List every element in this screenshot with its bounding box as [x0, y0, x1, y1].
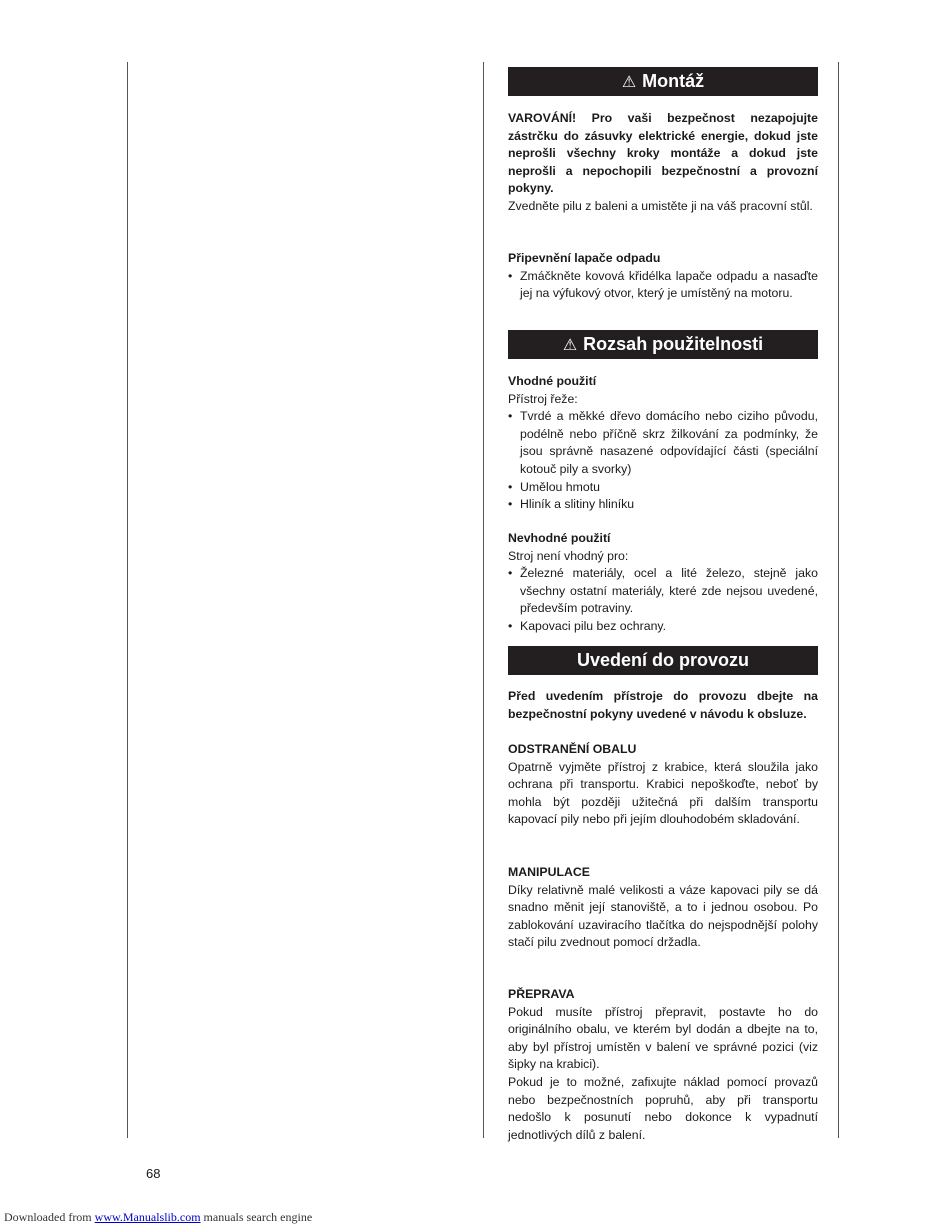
section-title-montaz: Montáž — [642, 71, 705, 91]
waste-catcher-block — [508, 250, 818, 303]
transport-heading: PŘEPRAVA — [508, 987, 575, 1001]
waste-catcher-list — [508, 268, 818, 303]
handling-heading: MANIPULACE — [508, 865, 590, 879]
footer-suffix: manuals search engine — [203, 1210, 313, 1224]
warning-triangle-icon: ⚠ — [621, 73, 637, 91]
left-column-rule — [127, 62, 128, 1138]
suitable-use-heading: Vhodné použití — [508, 374, 597, 388]
right-column-rule — [838, 62, 839, 1138]
warning-triangle-icon: ⚠ — [562, 336, 578, 354]
startup-intro: Před uvedením přístroje do provozu dbejte na bezpečnostní pokyny uvedené v návodu k obsluze. — [508, 689, 818, 721]
manualslib-link[interactable]: www.Manualslib.com — [94, 1210, 201, 1224]
suitable-use-block — [508, 373, 818, 514]
unpacking-text: Opatrně vyjměte přístroj z krabice, která sloužila jako ochrana při transportu. Krabici nepoškoďte, neboť by mohla být později užitečná při dalším transportu kapovací pily nebo při jejím dlouhodobém skladování. — [508, 759, 818, 827]
handling-block — [508, 864, 818, 952]
transport-text-2: Pokud je to možné, zafixujte náklad pomocí provazů nebo bezpečnostních popruhů, aby při transportu nedošlo k posunutí nebo dokonce k vypadnutí jednotlivých dílů z balení. — [508, 1074, 818, 1142]
startup-intro-block — [508, 688, 818, 723]
suitable-use-list — [508, 408, 818, 514]
handling-text: Díky relativně malé velikosti a váze kapovaci pily se dá snadno měnit její stanoviště, a to i jednou osobou. Po zablokování uzaviracího tlačítka do nejspodnější polohy stačí pilu zvednout pomocí držadla. — [508, 882, 818, 950]
transport-text-1: Pokud musíte přístroj přepravit, postavte ho do originálního obalu, ve kterém byl dodán a dbejte na to, aby byl přístroj umístěn v balení ve správné pozici (viz šipky na krabici). — [508, 1004, 818, 1072]
montaz-body — [508, 110, 818, 216]
unsuitable-use-intro: Stroj není vhodný pro: — [508, 548, 629, 563]
transport-block — [508, 986, 818, 1144]
download-footer — [4, 1210, 312, 1225]
section-banner-uvedeni — [508, 646, 818, 675]
unsuitable-use-heading: Nevhodné použití — [508, 531, 611, 545]
list-item: • Kapovaci pilu bez ochrany. — [508, 618, 818, 636]
list-item: • Tvrdé a měkké dřevo domácího nebo ciziho původu, podélně nebo příčně skrz žilkování za podmínky, že jsou správně nasazené odpovídající části (speciální kotouč pily a svorky) — [508, 408, 818, 478]
list-item: • Železné materiály, ocel a lité železo, stejně jako všechny ostatní materiály, které zde nejsou uvedené, především potraviny. — [508, 565, 818, 618]
footer-prefix: Downloaded from — [4, 1210, 92, 1224]
montaz-warning: VAROVÁNÍ! Pro vaši bezpečnost nezapojujte zástrčku do zásuvky elektrické energie, dokud jste neprošli všechny kroky montáže a dokud jste neprošli a nepochopili bezpečnostní a provozní pokyny. — [508, 111, 818, 196]
list-item: • Hliník a slitiny hliníku — [508, 496, 818, 514]
unsuitable-use-block — [508, 530, 818, 636]
unpacking-block — [508, 741, 818, 829]
section-banner-rozsah — [508, 330, 818, 359]
unpacking-heading: ODSTRANĚNÍ OBALU — [508, 742, 637, 756]
list-item: • Umělou hmotu — [508, 479, 818, 497]
center-column-rule — [483, 62, 484, 1138]
page-number: 68 — [146, 1166, 161, 1181]
suitable-use-intro: Přístroj řeže: — [508, 391, 578, 406]
section-title-rozsah: Rozsah použitelnosti — [583, 334, 764, 354]
section-banner-montaz — [508, 67, 818, 96]
montaz-text: Zvedněte pilu z baleni a umistěte ji na váš pracovní stůl. — [508, 198, 813, 213]
section-title-uvedeni: Uvedení do provozu — [576, 650, 749, 670]
list-item: • Zmáčkněte kovová křidélka lapače odpadu a nasaďte jej na výfukový otvor, který je umístěný na motoru. — [508, 268, 818, 303]
waste-catcher-heading: Připevnění lapače odpadu — [508, 251, 661, 265]
unsuitable-use-list — [508, 565, 818, 635]
